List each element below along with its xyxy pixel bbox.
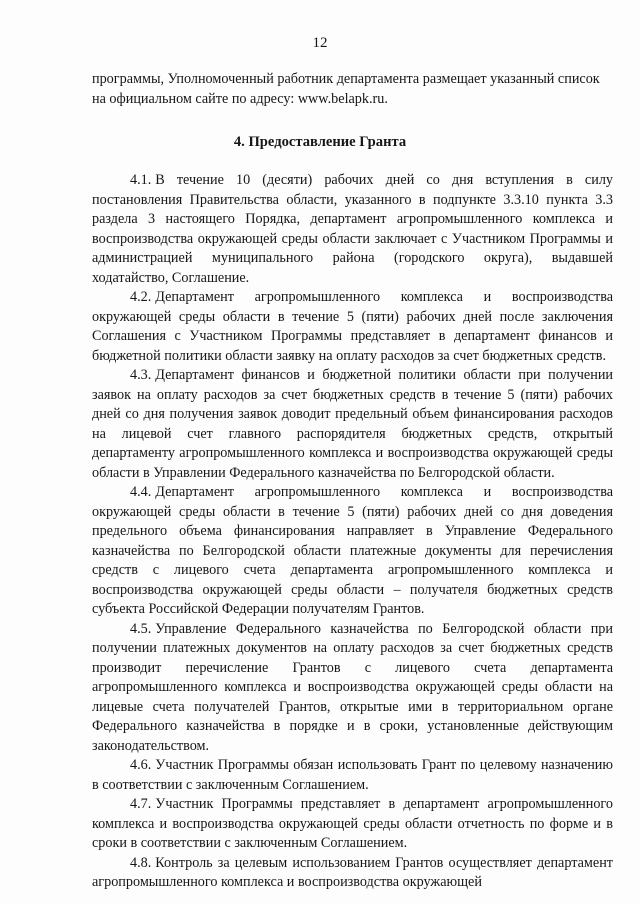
clause-number: 4.5. bbox=[130, 620, 152, 637]
clause-4-3 bbox=[92, 366, 613, 483]
page-number: 12 bbox=[312, 35, 328, 51]
clause-number: 4.3. bbox=[130, 367, 152, 383]
clause-list bbox=[92, 171, 613, 893]
clause-text: Участник Программы представляет в департамент агропромышленного комплекса и воспроизводства окружающей среды области отчетность по форме и в сроки в соответствии с заключенным Соглашением. bbox=[92, 796, 613, 851]
clause-text: Контроль за целевым использованием Грантов осуществляет департамент агропромышленного комплекса и воспроизводства окружающей bbox=[92, 854, 613, 890]
clause-text: Департамент агропромышленного комплекса и воспроизводства окружающей среды области в течение 5 (пяти) рабочих дней после заключения Соглашения с Участником Программы представляет в департамент финансов и бюджетной политики области заявку на оплату расходов за счет бюджетных средств. bbox=[92, 289, 613, 364]
clause-number: 4.2. bbox=[130, 289, 152, 305]
clause-number: 4.4. bbox=[130, 484, 152, 500]
clause-4-8 bbox=[92, 854, 613, 893]
clause-4-5 bbox=[92, 620, 613, 757]
clause-number: 4.1. bbox=[130, 172, 152, 188]
intro-paragraph: программы, Уполномоченный работник департамента размещает указанный список на официальном сайте по адресу: www.belapk.ru. bbox=[92, 71, 600, 107]
clause-number: 4.8. bbox=[130, 854, 152, 871]
clause-4-1 bbox=[92, 171, 613, 288]
clause-text: В течение 10 (десяти) рабочих дней со дня вступления в силу постановления Правительства области, указанного в подпункте 3.3.10 пункта 3.3 раздела 3 настоящего Порядка, департамент агропромышленного комплекса и воспроизводства окружающей среды области заключает с Участником Программы и администрацией муниципального района (городского округа), выдавшей ходатайство, Соглашение. bbox=[92, 172, 613, 286]
clause-4-4 bbox=[92, 483, 613, 620]
clause-4-7 bbox=[92, 795, 613, 854]
clause-text: Департамент агропромышленного комплекса и воспроизводства окружающей среды области в течение 5 (пяти) рабочих дней со дня доведения предельного объема финансирования направляет в Управление Федерального казначейства по Белгородской области платежные документы для перечисления средств с лицевого счета департамента агропромышленного комплекса и воспроизводства окружающей среды области – получателя бюджетных средств субъекта Российской Федерации получателям Грантов. bbox=[92, 484, 613, 617]
clause-text: Участник Программы обязан использовать Грант по целевому назначению в соответствии с заключенным Соглашением. bbox=[92, 757, 613, 793]
clause-4-2 bbox=[92, 288, 613, 366]
clause-text: Департамент финансов и бюджетной политики области при получении заявок на оплату расходов за счет бюджетных средств в течение 5 (пяти) рабочих дней со дня получения заявок доводит предельный объем финансирования расходов на лицевой счет главного распорядителя бюджетных средств, открытый департаменту агропромышленного комплекса и воспроизводства окружающей среды области в Управлении Федерального казначейства по Белгородской области. bbox=[92, 367, 613, 481]
clause-text: Управление Федерального казначейства по Белгородской области при получении платежных документов на оплату расходов за счет бюджетных средств производит перечисление Грантов с лицевого счета департамента агропромышленного комплекса и воспроизводства окружающей среды области на лицевые счета получателей Грантов, открытые ими в территориальном органе Федерального казначейства в порядке и в сроки, установленные действующим законодательством. bbox=[92, 620, 613, 754]
section-title: 4. Предоставление Гранта bbox=[233, 134, 407, 150]
clause-number: 4.6. bbox=[130, 757, 152, 773]
clause-4-6 bbox=[92, 756, 613, 795]
clause-number: 4.7. bbox=[130, 796, 152, 812]
